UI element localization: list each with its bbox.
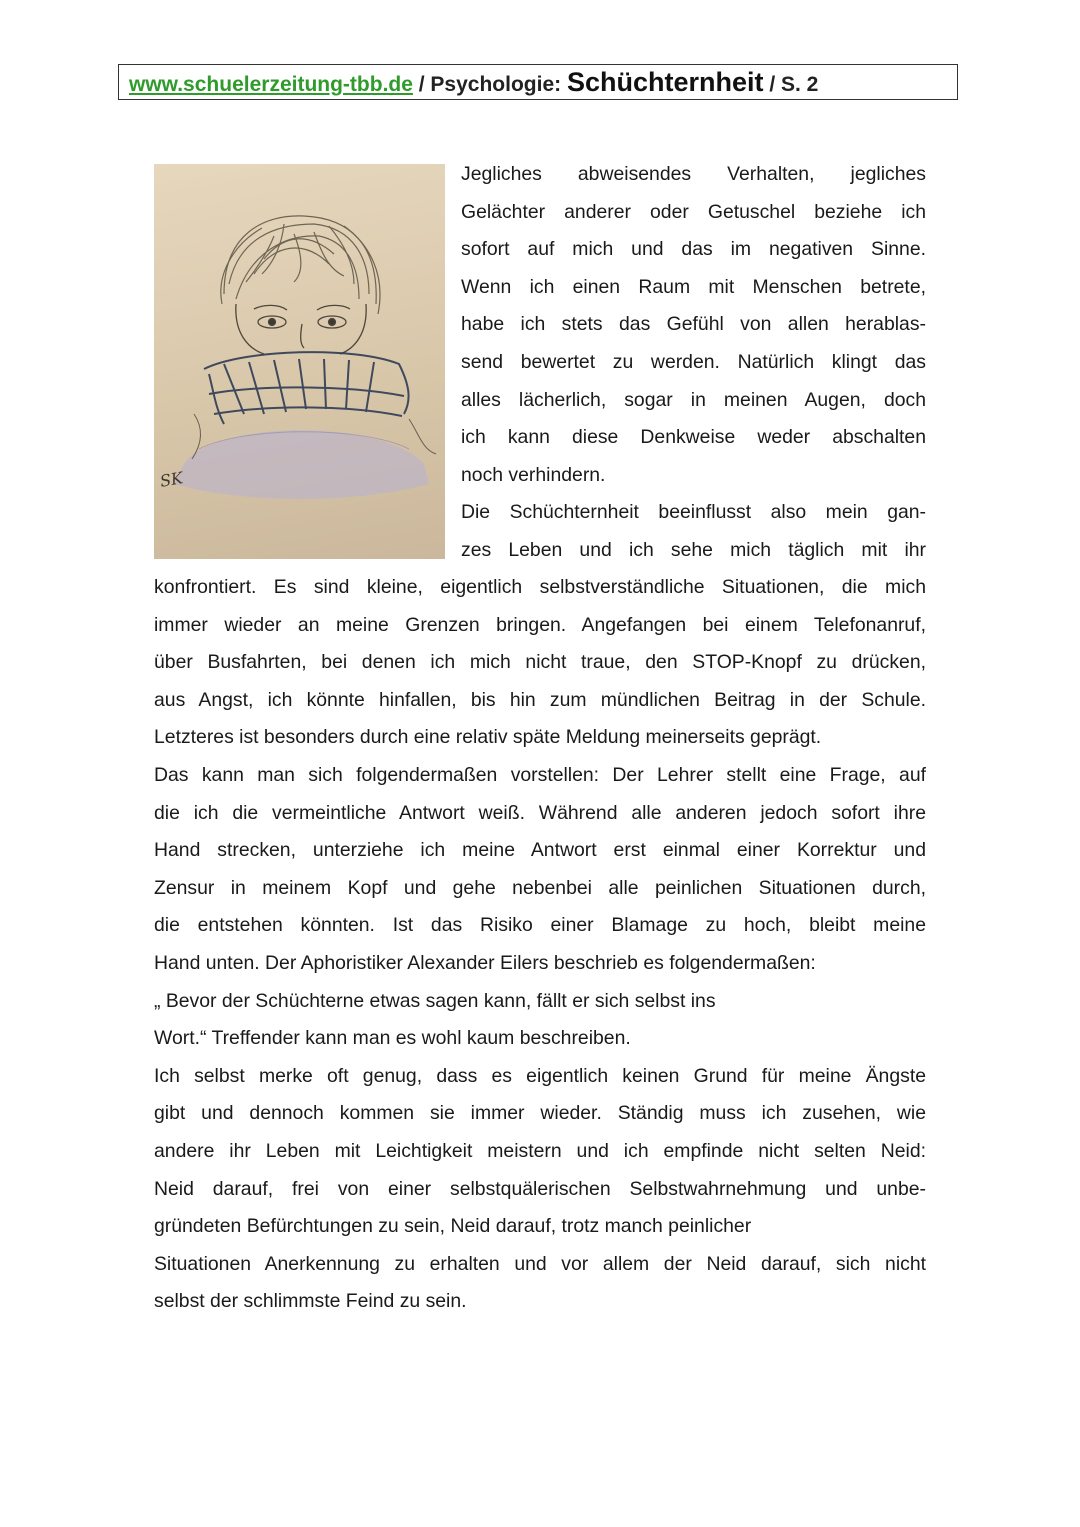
text-line: „ Bevor der Schüchterne etwas sagen kann, fällt er sich selbst ins <box>154 989 716 1012</box>
text-line: Hand strecken, unterziehe ich meine Antwort erst einmal einer Korrektur und <box>154 839 926 862</box>
artist-signature: SK <box>158 468 185 491</box>
text-line: Letzteres ist besonders durch eine relativ späte Meldung meinerseits geprägt. <box>154 726 822 749</box>
section-label: / Psychologie: <box>412 73 567 96</box>
text-line: konfrontiert. Es sind kleine, eigentlich selbstverständliche Situationen, die mich <box>154 576 926 598</box>
text-line: Jegliches abweisendes Verhalten, jegliches <box>461 163 926 185</box>
text-line: Das kann man sich folgendermaßen vorstellen: Der Lehrer stellt eine Frage, auf <box>154 763 926 786</box>
text-line: zes Leben und ich sehe mich täglich mit ihr <box>461 538 926 561</box>
text-line: Neid darauf, frei von einer selbstquälerischen Selbstwahrnehmung und unbe- <box>154 1177 926 1200</box>
text-line: Zensur in meinem Kopf und gehe nebenbei alle peinlichen Situationen durch, <box>154 876 926 899</box>
page-number: / S. 2 <box>763 73 819 96</box>
drawing-illustration <box>154 164 445 559</box>
text-line: ich kann diese Denkweise weder abschalten <box>461 426 926 449</box>
page-header <box>118 64 958 100</box>
text-line: habe ich stets das Gefühl von allen herablas- <box>461 313 926 336</box>
text-line: Hand unten. Der Aphoristiker Alexander Eilers beschrieb es folgendermaßen: <box>154 951 816 974</box>
text-line: immer wieder an meine Grenzen bringen. Angefangen bei einem Telefonanruf, <box>154 613 926 636</box>
text-line: sofort auf mich und das im negativen Sinne. <box>461 238 926 261</box>
main-article-text <box>154 569 926 1321</box>
text-line: Wenn ich einen Raum mit Menschen betrete, <box>461 275 926 298</box>
right-column-text <box>461 156 926 570</box>
text-line: Die Schüchternheit beeinflusst also mein gan- <box>461 501 926 524</box>
text-line: gibt und dennoch kommen sie immer wieder. Ständig muss ich zusehen, wie <box>154 1102 926 1125</box>
text-line: andere ihr Leben mit Leichtigkeit meistern und ich empfinde nicht selten Neid: <box>154 1139 926 1162</box>
text-line: alles lächerlich, sogar in meinen Augen, doch <box>461 388 926 411</box>
text-line: Situationen Anerkennung zu erhalten und vor allem der Neid darauf, sich nicht <box>154 1252 926 1275</box>
text-line: Wort.“ Treffender kann man es wohl kaum beschreiben. <box>154 1027 631 1050</box>
text-line: die ich die vermeintliche Antwort weiß. Während alle anderen jedoch sofort ihre <box>154 801 926 824</box>
text-line: gründeten Befürchtungen zu sein, Neid darauf, trotz manch peinlicher <box>154 1215 752 1238</box>
text-line: send bewertet zu werden. Natürlich klingt das <box>461 350 926 373</box>
text-line: Gelächter anderer oder Getuschel beziehe ich <box>461 200 926 223</box>
site-link[interactable]: www.schuelerzeitung-tbb.de <box>129 73 413 96</box>
shy-person-drawing <box>154 164 445 559</box>
text-line: die entstehen könnten. Ist das Risiko einer Blamage zu hoch, bleibt meine <box>154 914 926 937</box>
article-title: Schüchternheit <box>566 67 764 97</box>
text-line: über Busfahrten, bei denen ich mich nicht traue, den STOP-Knopf zu drücken, <box>154 651 926 674</box>
text-line: selbst der schlimmste Feind zu sein. <box>154 1290 467 1313</box>
text-line: Ich selbst merke oft genug, dass es eigentlich keinen Grund für meine Ängste <box>154 1064 926 1087</box>
text-line: aus Angst, ich könnte hinfallen, bis hin zum mündlichen Beitrag in der Schule. <box>154 688 926 711</box>
text-line: noch verhindern. <box>461 463 606 486</box>
